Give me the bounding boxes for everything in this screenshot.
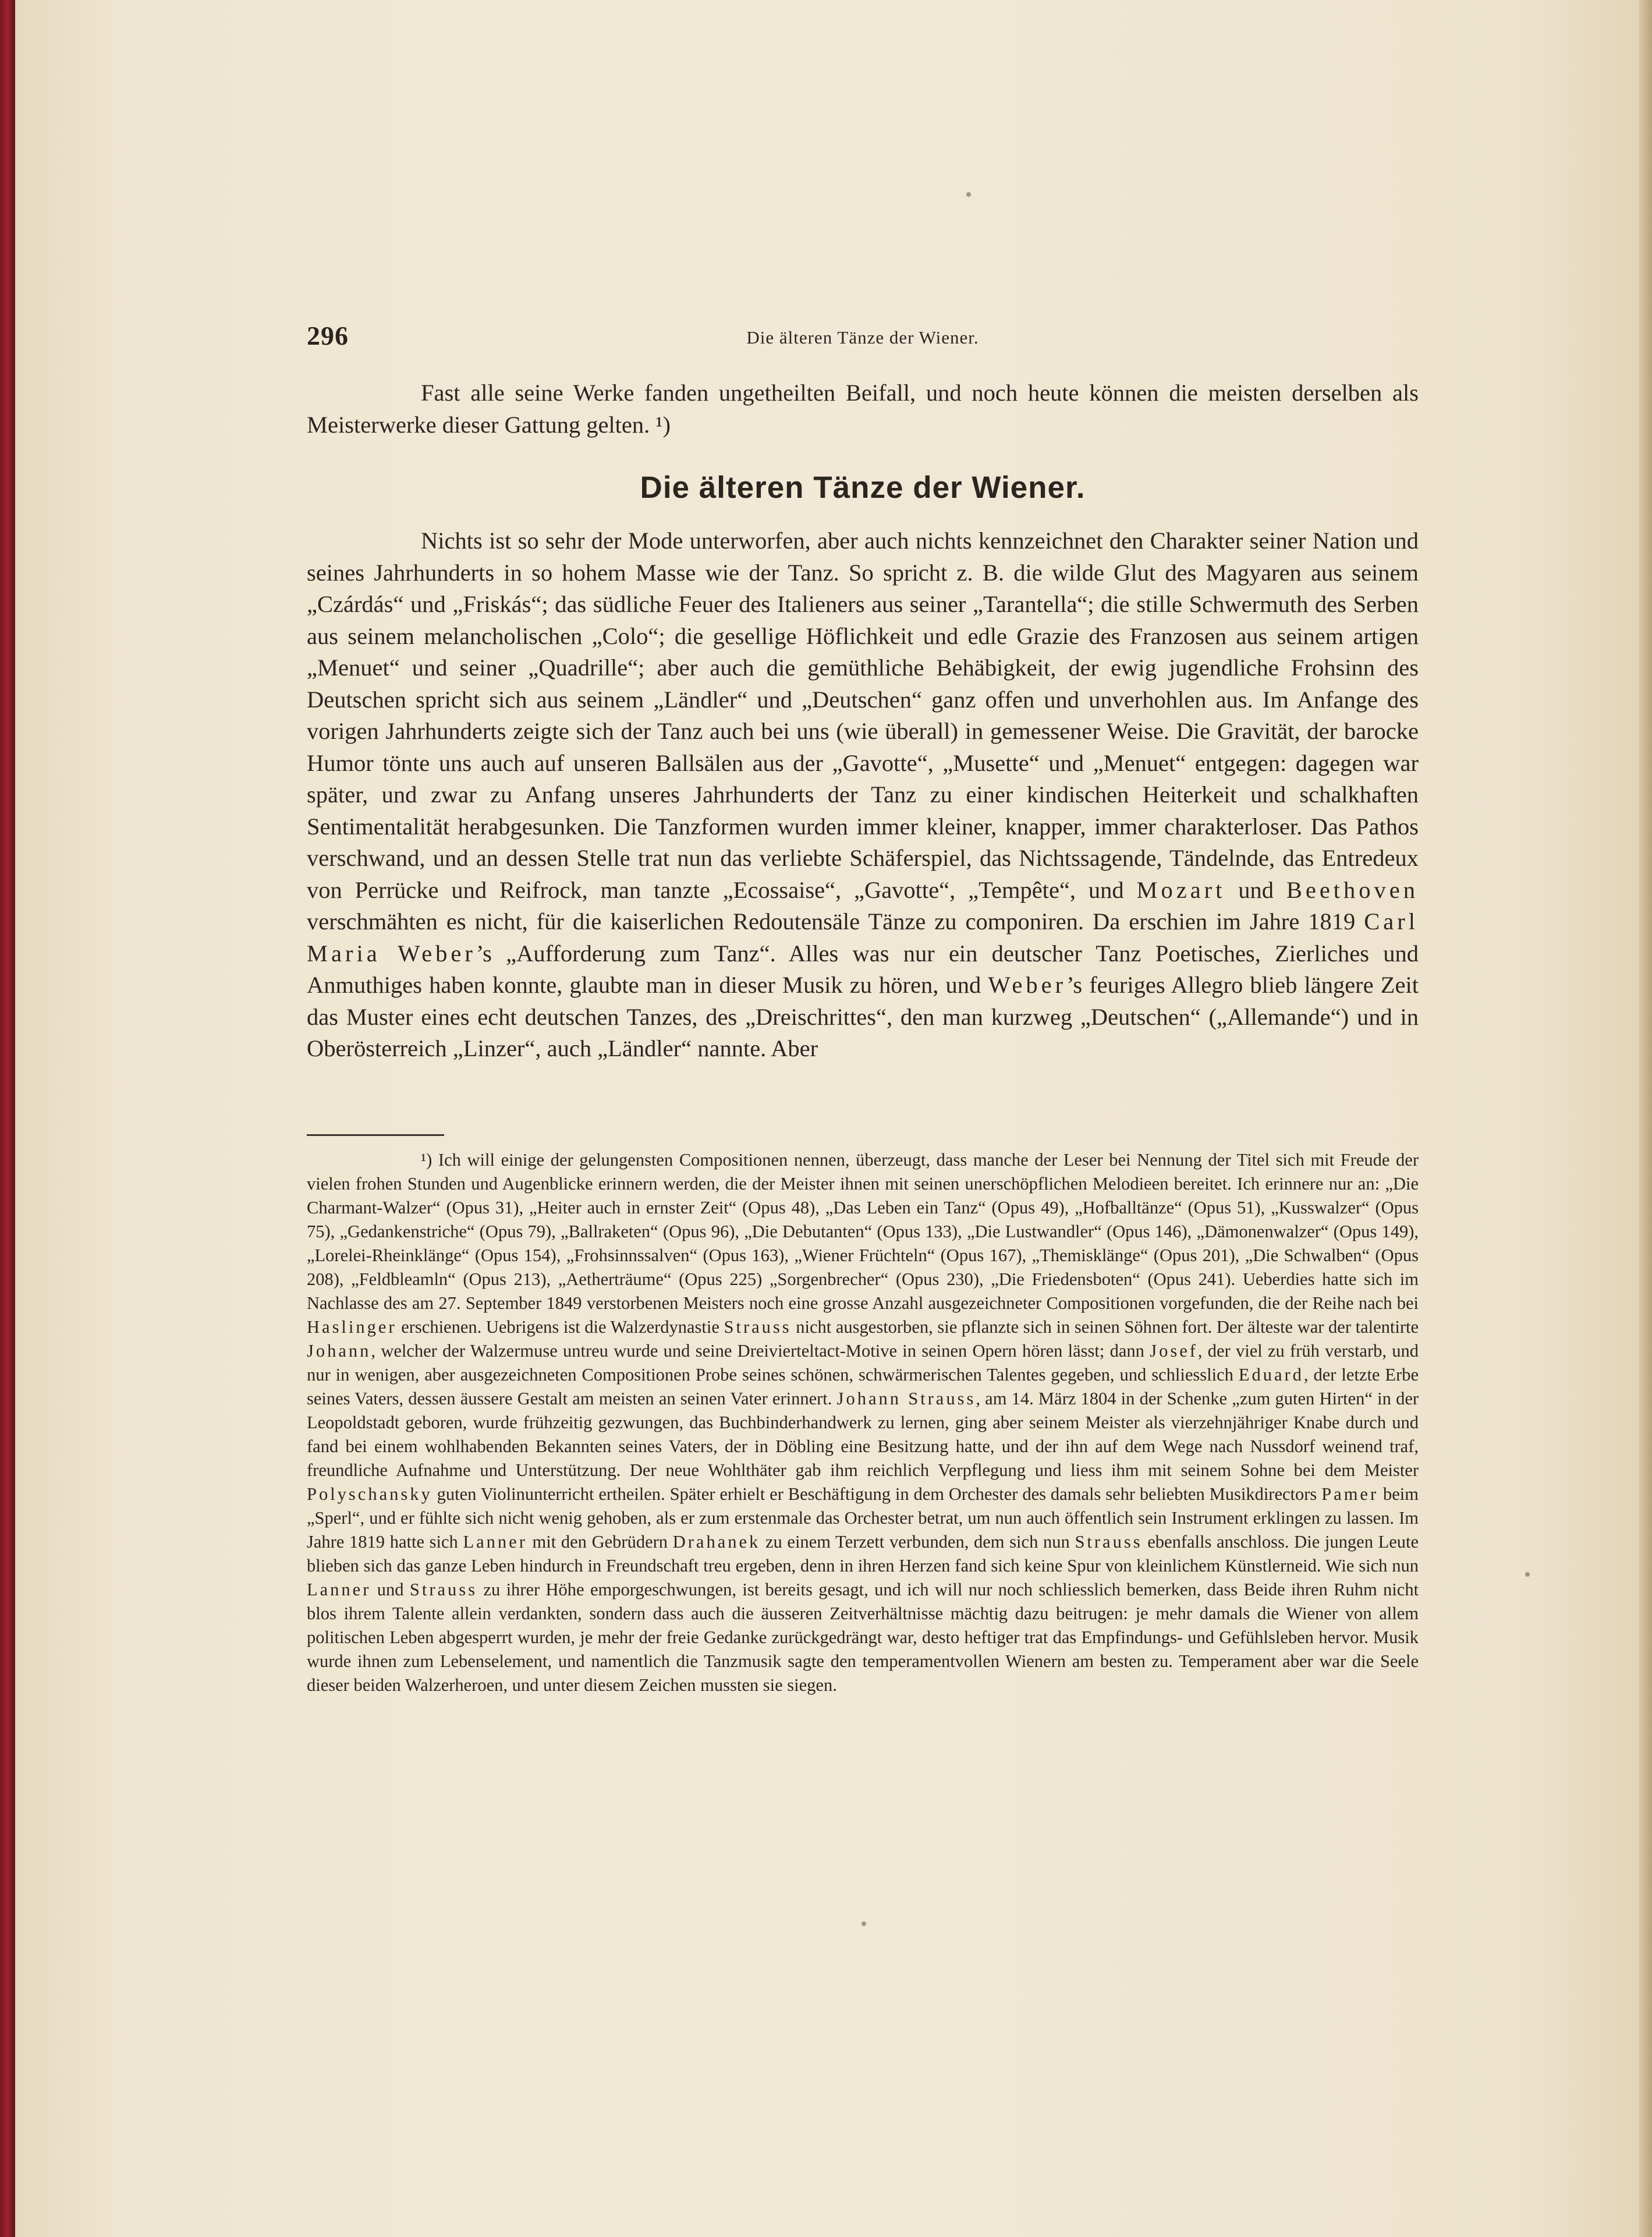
main-text [307,377,1419,1065]
name-josef: Josef [1150,1341,1198,1361]
intro-paragraph: Fast alle seine Werke fanden ungetheilten Beifall, und noch heute können die meisten derselben als Meisterwerke dieser Gattung gelten. ¹) [307,380,1419,438]
name-strauss: Strauss [409,1580,478,1599]
page-header [307,320,1419,355]
name-polyschansky: Polyschansky [307,1484,433,1504]
name-eduard: Eduard [1238,1365,1304,1385]
name-johann: Johann [307,1341,371,1361]
name-pamer: Pamer [1321,1484,1379,1504]
name-beethoven: Beethoven [1286,876,1419,903]
footnote-rule [307,1134,444,1136]
paper-speck [862,1921,866,1926]
page-number: 296 [307,321,349,351]
footnote-part-c: nicht ausgestorben, sie pflanzte sich in seinen Söhnen fort. Der älteste war der talentirte [796,1317,1419,1337]
name-johann-strauss: Johann Strauss [836,1389,976,1408]
name-strauss: Strauss [1075,1532,1143,1552]
name-lanner: Lanner [307,1580,371,1599]
name-weber: Weber [988,972,1067,998]
section-title: Die älteren Tänze der Wiener. [640,470,1086,505]
main-paragraph [307,525,1419,1065]
main-text-und: und [1238,876,1274,903]
footnote-part-n: zu ihrer Höhe emporgeschwungen, ist bereits gesagt, und ich will nur noch schliesslich bemerken, dass Beide ihren Ruhm nicht blos ihrem Talente allein verdankten, sondern dass auch die äusseren Zeitverhältnisse mächtig dazu beitrugen: je mehr damals die Wiener von allem politischen Leben abgesperrt wurden, je mehr der freie Gedanke zurückgedrängt war, desto heftiger trat das Empfindungs- und Gefühlsleben hervor. Musik wurde ihnen zum Lebenselement, und namentlich die Tanzmusik sagte den temperamentvollen Wienern am besten zu. Temperament aber war die Seele dieser beiden Walzerheroen, und unter diesem Zeichen mussten sie siegen. [307,1580,1419,1695]
footnote-part-g: , am 14. März 1804 in der Schenke „zum guten Hirten“ in der Leopoldstadt geboren, wurde frühzeitig gezwungen, das Buchbinderhandwerk zu lernen, ging aber seinem Meister als vierzehnjähriger Knabe durch und fand bei einem wohlhabenden Bekannten seines Vaters, der in Döbling eine Besitzung hatte, und der ihn auf dem Wege nach Nussdorf weinend traf, freundliche Aufnahme und Unterstützung. Der neue Wohlthäter gab ihm reichlich Verpflegung und liess ihm mit seinem Sohne bei dem Meister [307,1389,1419,1480]
footnote-part-e: , der viel zu früh verstarb, und nur in wenigen, aber ausgezeichneten Compositionen Probe seines schönen, schwärmerischen Talentes gegeben, und schliesslich [307,1341,1419,1385]
footnote-part-l: ebenfalls anschloss. Die jungen Leute blieben sich das ganze Leben hindurch in Freundschaft treu ergeben, denn in ihren Herzen fand sich keine Spur von kleinlichem Künstlerneid. Wie sich nun [307,1532,1419,1576]
footnote-part-m: und [377,1580,404,1599]
footnote-part-k: zu einem Terzett verbunden, dem sich nun [765,1532,1070,1552]
footnote-part-b: erschienen. Uebrigens ist die Walzerdynastie [401,1317,719,1337]
name-drahanek: Drahanek [672,1532,761,1552]
book-binding-edge [0,0,15,2237]
footnote-part-f: , der letzte Erbe seines Vaters, dessen äussere Gestalt am meisten an seinen Vater erinnert. [307,1365,1419,1408]
name-lanner: Lanner [463,1532,527,1552]
main-text-part4: ’s feuriges Allegro blieb längere Zeit das Muster eines echt deutschen Tanzes, des „Dreischrittes“, den man kurzweg „Deutschen“ („Allemande“) und in Oberösterreich „Linzer“, auch „Ländler“ nannte. Aber [307,972,1419,1061]
name-strauss: Strauss [724,1317,792,1337]
footnote [307,1148,1419,1697]
name-haslinger: Haslinger [307,1317,397,1337]
page-right-edge [1639,0,1652,2237]
footnote-part-h: guten Violinunterricht ertheilen. Später erhielt er Beschäftigung in dem Orchester des damals sehr beliebten Musikdirectors [437,1484,1317,1504]
name-carl-maria-weber: Carl Maria Weber [307,908,1419,967]
name-mozart: Mozart [1136,876,1226,903]
footnote-part-i: beim „Sperl“, und er fühlte sich nicht wenig gehoben, als er zum erstenmale das Orchester betrat, um nun auch öffentlich sein Instrument erklingen zu lassen. Im Jahre 1819 hatte sich [307,1484,1419,1552]
paper-speck [966,192,971,197]
main-text-part2: verschmähten es nicht, für die kaiserlichen Redoutensäle Tänze zu componiren. Da erschien im Jahre 1819 [307,908,1356,935]
footnote-part-j: mit den Gebrüdern [532,1532,668,1552]
footnote-part-d: , welcher der Walzermuse untreu wurde und seine Dreivierteltact-Motive in seinen Opern hören lässt; dann [371,1341,1144,1361]
running-head: Die älteren Tänze der Wiener. [746,327,979,348]
footnote-part-a: ¹) Ich will einige der gelungensten Compositionen nennen, überzeugt, dass manche der Leser bei Nennung der Titel sich mit Freude der vielen frohen Stunden und Augenblicke erinnern werden, die der Meister ihnen mit seinen unerschöpflichen Melodieen bereitet. Ich erinnere nur an: „Die Charmant-Walzer“ (Opus 31), „Heiter auch in ernster Zeit“ (Opus 48), „Das Leben ein Tanz“ (Opus 49), „Hofballtänze“ (Opus 51), „Kusswalzer“ (Opus 75), „Gedankenstriche“ (Opus 79), „Ballraketen“ (Opus 96), „Die Debutanten“ (Opus 133), „Die Lustwandler“ (Opus 146), „Dämonenwalzer“ (Opus 149), „Lorelei-Rheinklänge“ (Opus 154), „Frohsinnssalven“ (Opus 163), „Wiener Früchteln“ (Opus 167), „Themisklänge“ (Opus 201), „Die Schwalben“ (Opus 208), „Feldbleamln“ (Opus 213), „Aetherträume“ (Opus 225) „Sorgenbrecher“ (Opus 230), „Die Friedensboten“ (Opus 241). Ueberdies hatte sich im Nachlasse des am 27. September 1849 verstorbenen Meisters noch eine grosse Anzahl ausgezeichneter Compositionen vorgefunden, die der Reihe nach bei [307,1150,1419,1313]
paper-speck [1525,1572,1530,1577]
main-text-part1: Nichts ist so sehr der Mode unterworfen, aber auch nichts kennzeichnet den Charakter seiner Nation und seines Jahrhunderts in so hohem Masse wie der Tanz. So spricht z. B. die wilde Glut des Magyaren aus seinem „Czárdás“ und „Friskás“; das südliche Feuer des Italieners aus seiner „Tarantella“; die stille Schwermuth des Serben aus seinem melancholischen „Colo“; die gesellige Höflichkeit und edle Grazie des Franzosen aus seinem artigen „Menuet“ und seiner „Quadrille“; aber auch die gemüthliche Behäbigkeit, der ewig jugendliche Frohsinn des Deutschen spricht sich aus seinem „Ländler“ und „Deutschen“ ganz offen und unverhohlen aus. Im Anfange des vorigen Jahrhunderts zeigte sich der Tanz auch bei uns (wie überall) in gemessener Weise. Die Gravität, der barocke Humor tönte uns auch auf unseren Ballsälen aus der „Gavotte“, „Musette“ und „Menuet“ entgegen: dagegen war später, und zwar zu Anfang unseres Jahrhunderts der Tanz zu einer kindischen Heiterkeit und schalkhaften Sentimentalität herabgesunken. Die Tanzformen wurden immer kleiner, knapper, immer charakterloser. Das Pathos verschwand, und an dessen Stelle trat nun das verliebte Schäferspiel, das Nichtssagende, Tändelnde, das Entredeux von Perrücke und Reifrock, man tanzte „Ecossaise“, „Gavotte“, „Tempête“, und [307,528,1419,903]
main-text-part3: ’s „Aufforderung zum Tanz“. Alles was nur ein deutscher Tanz Poetisches, Zierliches und Anmuthiges haben konnte, glaubte man in dieser Musik zu hören, und [307,940,1419,998]
